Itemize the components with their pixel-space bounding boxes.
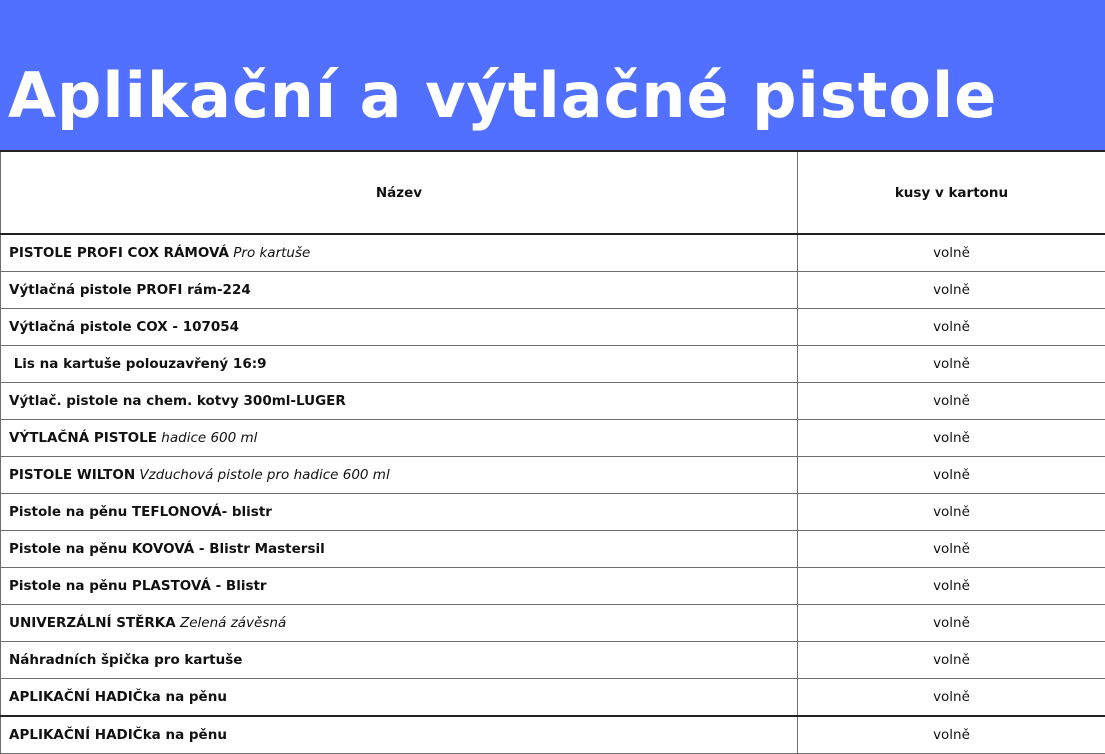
product-name: Výtlač. pistole na chem. kotvy 300ml-LUGER [9, 393, 346, 409]
product-name: APLIKAČNÍ HADIČka na pěnu [9, 689, 227, 705]
table-row [1, 605, 1105, 642]
product-note: Pro kartuše [233, 245, 310, 261]
qty-per-carton-cell: volně [798, 383, 1105, 420]
page-title: Aplikační a výtlačné pistole [8, 56, 997, 136]
product-name-cell [1, 642, 798, 679]
qty-per-carton-cell: volně [798, 494, 1105, 531]
qty-per-carton-cell: volně [798, 642, 1105, 679]
table-row [1, 457, 1105, 494]
table-row [1, 494, 1105, 531]
table-row [1, 420, 1105, 457]
product-note: Vzduchová pistole pro hadice 600 ml [139, 467, 389, 483]
product-name-cell [1, 457, 798, 494]
product-name: Pistole na pěnu PLASTOVÁ - Blistr [9, 578, 267, 594]
product-name-cell [1, 494, 798, 531]
product-name-cell [1, 568, 798, 605]
table-row [1, 642, 1105, 679]
product-name: PISTOLE PROFI COX RÁMOVÁ [9, 245, 229, 261]
product-note: hadice 600 ml [161, 430, 257, 446]
product-name-cell [1, 309, 798, 346]
qty-per-carton-cell: volně [798, 457, 1105, 494]
product-name: Lis na kartuše polouzavřený 16:9 [9, 356, 267, 372]
product-name-cell [1, 346, 798, 383]
product-name-cell [1, 383, 798, 420]
product-name: APLIKAČNÍ HADIČka na pěnu [9, 727, 227, 743]
qty-per-carton-cell: volně [798, 234, 1105, 272]
product-name-cell [1, 234, 798, 272]
table-row [1, 531, 1105, 568]
product-name-cell [1, 605, 798, 642]
product-name: Pistole na pěnu KOVOVÁ - Blistr Mastersil [9, 541, 325, 557]
product-name-cell [1, 679, 798, 717]
table-row [1, 383, 1105, 420]
header-row [1, 151, 1105, 234]
table-row [1, 716, 1105, 754]
product-note: Zelená závěsná [180, 615, 286, 631]
table-body [1, 234, 1105, 754]
product-name-cell [1, 420, 798, 457]
product-name-cell [1, 716, 798, 754]
product-name: UNIVERZÁLNÍ STĚRKA [9, 615, 176, 631]
column-header-qty: kusy v kartonu [798, 151, 1105, 234]
qty-per-carton-cell: volně [798, 679, 1105, 717]
qty-per-carton-cell: volně [798, 272, 1105, 309]
qty-per-carton-cell: volně [798, 568, 1105, 605]
product-name: PISTOLE WILTON [9, 467, 135, 483]
product-name-cell [1, 531, 798, 568]
product-name: VÝTLAČNÁ PISTOLE [9, 430, 157, 446]
table-row [1, 346, 1105, 383]
column-header-name: Název [1, 151, 798, 234]
table-row [1, 568, 1105, 605]
table-row [1, 234, 1105, 272]
product-name: Výtlačná pistole PROFI rám-224 [9, 282, 251, 298]
qty-per-carton-cell: volně [798, 420, 1105, 457]
qty-per-carton-cell: volně [798, 346, 1105, 383]
product-table [0, 150, 1105, 754]
table-row [1, 679, 1105, 717]
qty-per-carton-cell: volně [798, 605, 1105, 642]
table-header [1, 151, 1105, 234]
product-name: Pistole na pěnu TEFLONOVÁ- blistr [9, 504, 272, 520]
qty-per-carton-cell: volně [798, 309, 1105, 346]
table-row [1, 309, 1105, 346]
product-name: Náhradních špička pro kartuše [9, 652, 242, 668]
product-name-cell [1, 272, 798, 309]
table-row [1, 272, 1105, 309]
page-header [0, 0, 1105, 150]
qty-per-carton-cell: volně [798, 716, 1105, 754]
qty-per-carton-cell: volně [798, 531, 1105, 568]
product-name: Výtlačná pistole COX - 107054 [9, 319, 239, 335]
